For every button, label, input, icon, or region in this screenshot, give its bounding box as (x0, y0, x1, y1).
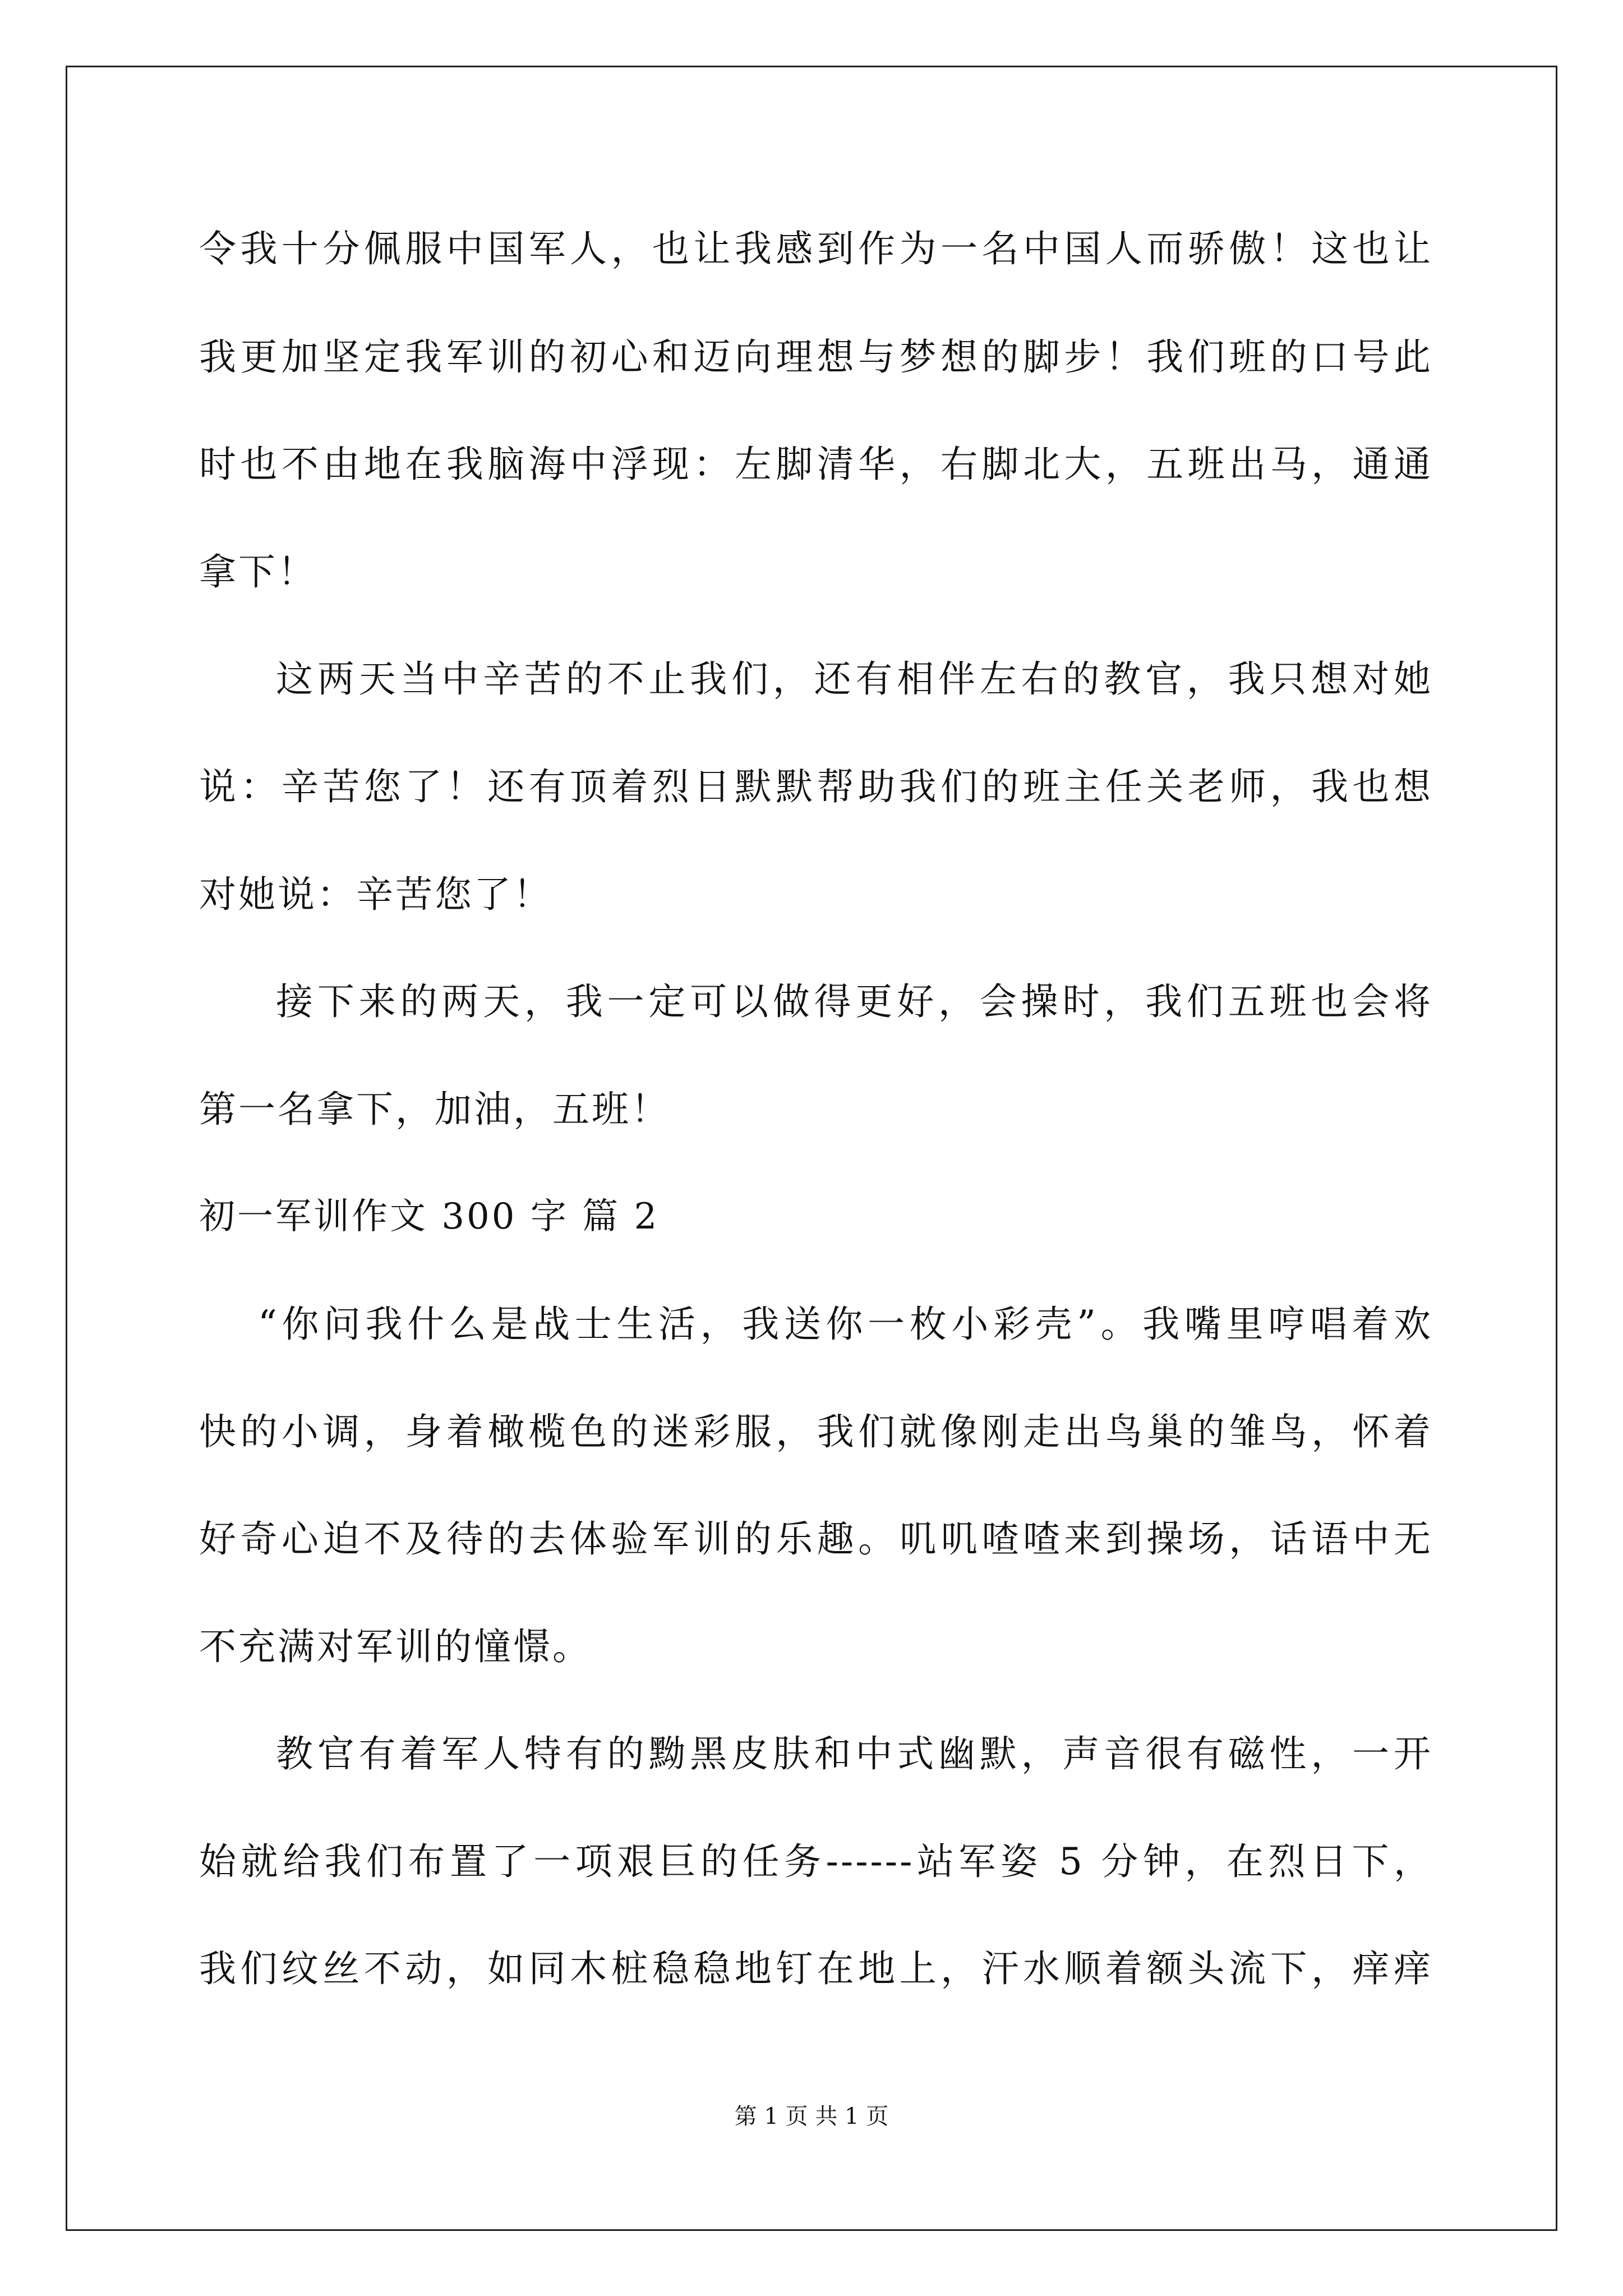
text-line: 说：辛苦您了！还有顶着烈日默默帮助我们的班主任关老师，我也想 (199, 765, 1433, 808)
paragraph-first-line: “你问我什么是战士生活，我送你一枚小彩壳”。我嘴里哼唱着欢 (258, 1303, 1433, 1346)
text-line: 我们纹丝不动，如同木桩稳稳地钉在地上，汗水顺着额头流下，痒痒 (199, 1947, 1433, 1990)
text-line: 快的小调，身着橄榄色的迷彩服，我们就像刚走出鸟巢的雏鸟，怀着 (199, 1410, 1433, 1453)
text-line: 对她说：辛苦您了！ (199, 873, 552, 916)
page-border (66, 66, 1557, 2231)
text-line: 好奇心迫不及待的去体验军训的乐趣。叽叽喳喳来到操场，话语中无 (199, 1517, 1433, 1561)
text-line: 时也不由地在我脑海中浮现：左脚清华，右脚北大，五班出马，通通 (199, 443, 1433, 486)
paragraph-first-line: 这两天当中辛苦的不止我们，还有相伴左右的教官，我只想对她 (276, 657, 1433, 701)
text-line: 我更加坚定我军训的初心和迈向理想与梦想的脚步！我们班的口号此 (199, 335, 1433, 379)
paragraph-first-line: 接下来的两天，我一定可以做得更好，会操时，我们五班也会将 (276, 980, 1433, 1023)
text-line: 不充满对军训的憧憬。 (199, 1625, 592, 1668)
section-heading: 初一军训作文 300 字 篇 2 (199, 1196, 660, 1237)
text-line: 第一名拿下，加油，五班！ (199, 1088, 670, 1131)
text-line: 令我十分佩服中国军人，也让我感到作为一名中国人而骄傲！这也让 (199, 227, 1433, 270)
text-line: 始就给我们布置了一项艰巨的任务------站军姿 5 分钟，在烈日下， (199, 1840, 1433, 1883)
page-footer: 第 1 页 共 1 页 (734, 2104, 889, 2129)
paragraph-first-line: 教官有着军人特有的黝黑皮肤和中式幽默，声音很有磁性，一开 (276, 1732, 1433, 1775)
text-line: 拿下！ (199, 550, 317, 593)
